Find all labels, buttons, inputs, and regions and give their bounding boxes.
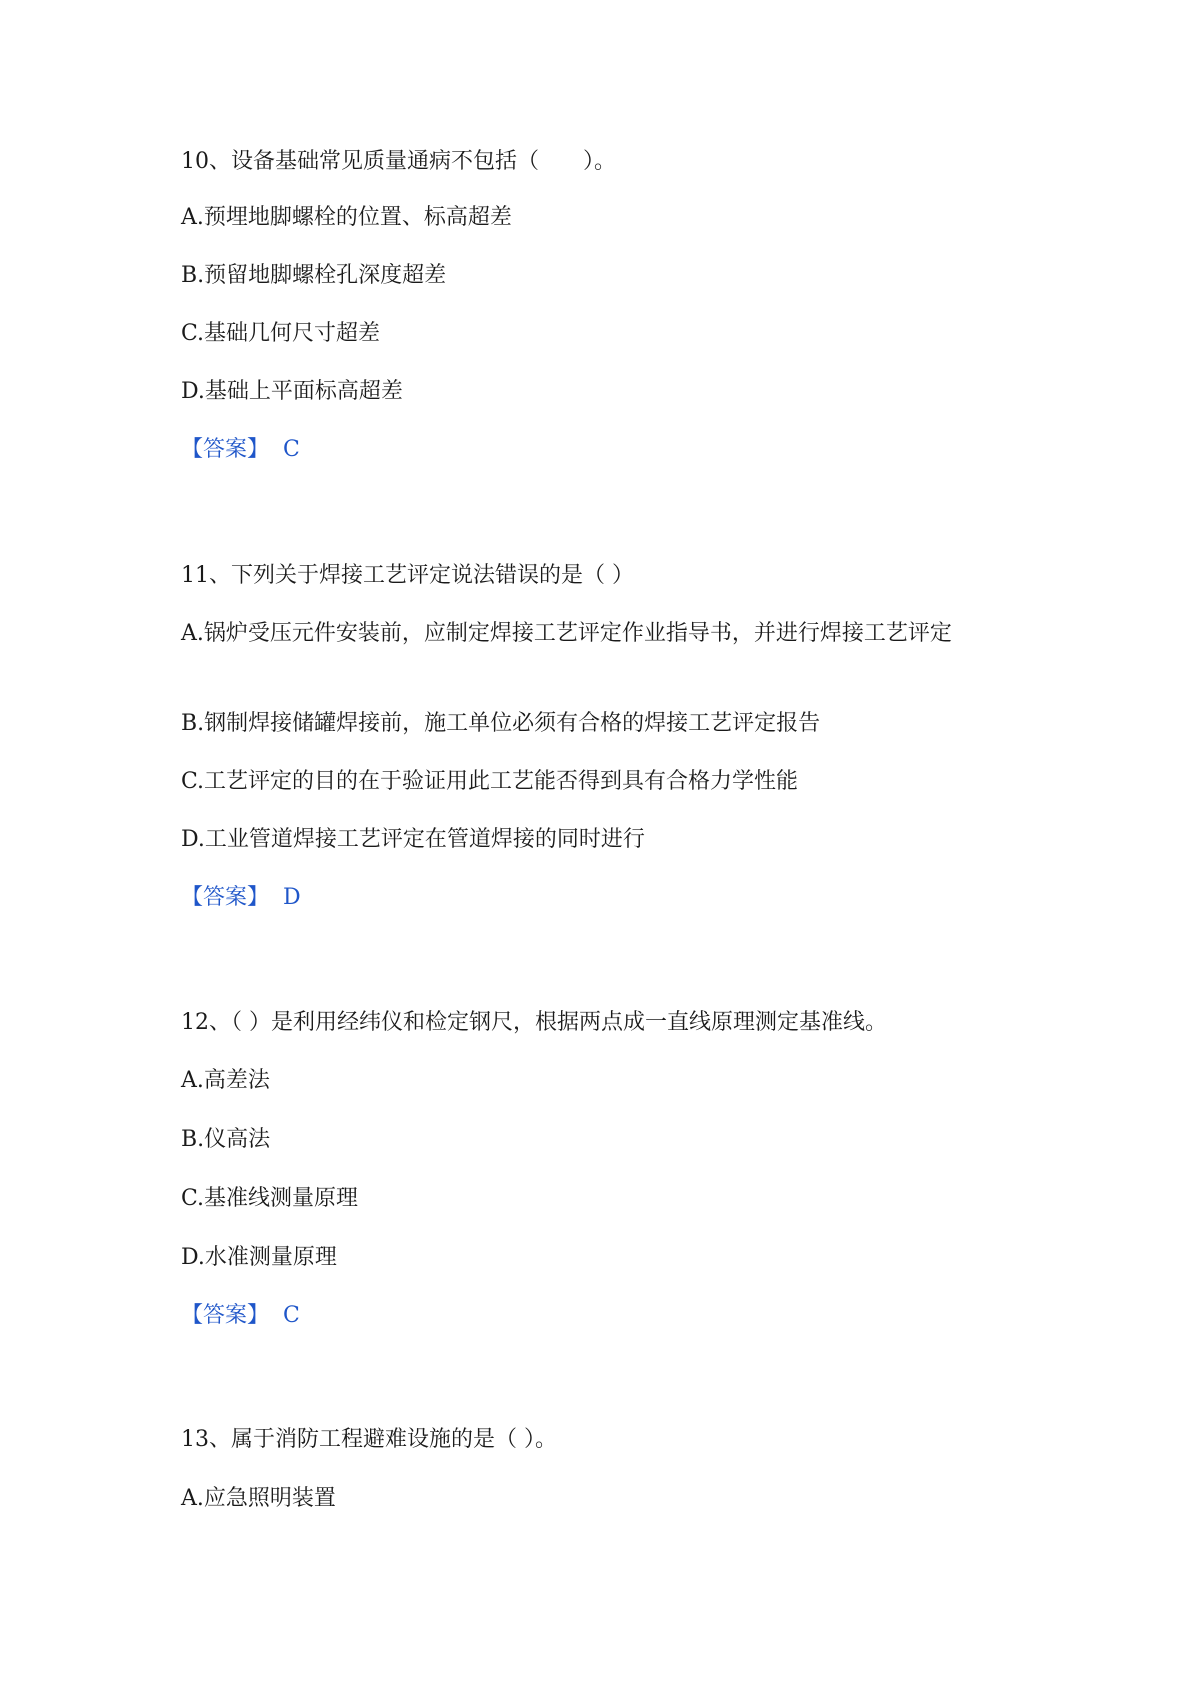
question-10-option-a: A.预埋地脚螺栓的位置、标高超差: [181, 205, 512, 230]
question-12-stem: 12、（ ）是利用经纬仪和检定钢尺，根据两点成一直线原理测定基准线。: [181, 1010, 887, 1035]
answer-value: C: [283, 437, 300, 462]
question-12-option-a: A.高差法: [181, 1068, 270, 1093]
question-10-answer: [181, 434, 1021, 466]
question-12-answer: [181, 1300, 1021, 1332]
answer-label: 【答案】: [181, 885, 270, 910]
question-11-option-d: D.工业管道焊接工艺评定在管道焊接的同时进行: [181, 827, 645, 852]
answer-label: 【答案】: [181, 1303, 270, 1328]
question-12-option-c: C.基准线测量原理: [181, 1186, 359, 1211]
question-11-stem: 11、下列关于焊接工艺评定说法错误的是（ ）: [181, 563, 634, 588]
question-13-stem: 13、属于消防工程避难设施的是（ ）。: [181, 1427, 557, 1452]
question-10-option-c: C.基础几何尺寸超差: [181, 321, 381, 346]
question-13-option-a: A.应急照明装置: [181, 1486, 336, 1511]
question-11-option-a: A.锅炉受压元件安装前，应制定焊接工艺评定作业指导书，并进行焊接工艺评定: [181, 621, 952, 646]
question-12-option-b: B.仪高法: [181, 1127, 271, 1152]
answer-value: C: [283, 1303, 300, 1328]
question-10-option-b: B.预留地脚螺栓孔深度超差: [181, 263, 447, 288]
question-10-stem: 10、设备基础常见质量通病不包括（ ）。: [181, 149, 616, 174]
answer-label: 【答案】: [181, 437, 270, 462]
answer-value: D: [283, 885, 301, 910]
question-11-answer: [181, 882, 1021, 914]
question-10-option-d: D.基础上平面标高超差: [181, 379, 403, 404]
question-11-option-b: B.钢制焊接储罐焊接前，施工单位必须有合格的焊接工艺评定报告: [181, 711, 821, 736]
question-12-option-d: D.水准测量原理: [181, 1245, 337, 1270]
question-11-option-c: C.工艺评定的目的在于验证用此工艺能否得到具有合格力学性能: [181, 769, 799, 794]
